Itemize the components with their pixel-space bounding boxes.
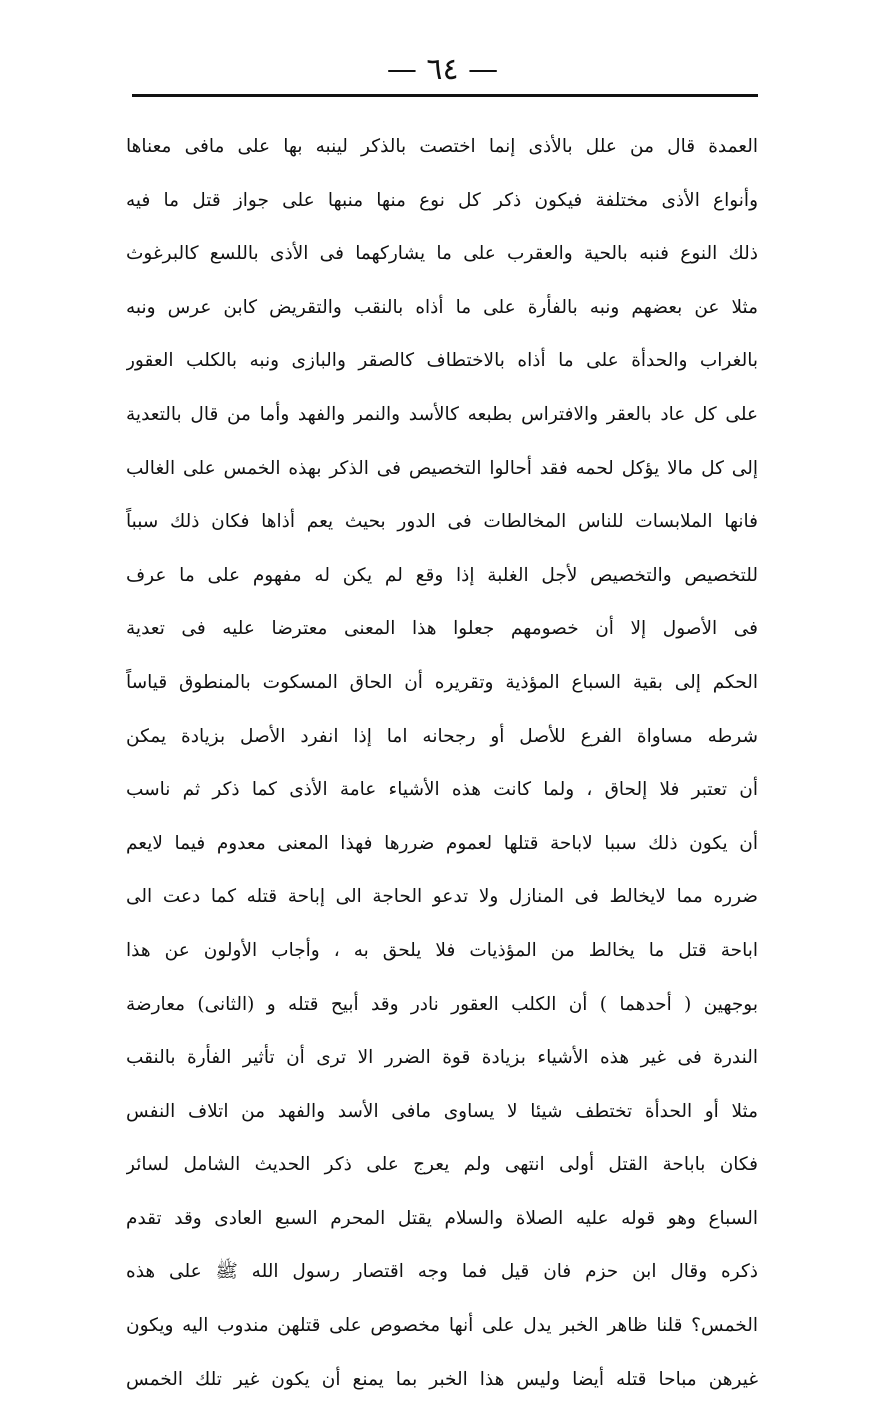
text-line: بالغراب والحدأة على ما أذاه بالاختطاف كالصقر والبازى ونبه بالكلب العقور bbox=[126, 350, 758, 372]
text-line: للتخصيص والتخصيص لأجل الغلبة إذا وقع لم يكن له مفهوم على ما عرف bbox=[126, 564, 758, 586]
text-line: ضرره مما لايخالط فى المنازل ولا تدعو الحاجة الى إباحة قتله كما دعت الى bbox=[126, 886, 758, 908]
page-number: — ٦٤ — bbox=[386, 52, 499, 87]
text-line: مثلا عن بعضهم ونبه بالفأرة على ما أذاه بالنقب والتقريض كابن عرس ونبه bbox=[126, 296, 758, 318]
text-line: شرطه مساواة الفرع للأصل أو رجحانه اما إذا انفرد الأصل بزيادة يمكن bbox=[126, 725, 758, 747]
text-line: الندرة فى غير هذه الأشياء بزيادة قوة الضرر الا ترى أن تأثير الفأرة بالنقب bbox=[126, 1047, 758, 1069]
body-text bbox=[126, 120, 758, 1406]
text-line: ذكره وقال ابن حزم فان قيل فما وجه اقتصار رسول الله ﷺ على هذه bbox=[126, 1261, 758, 1283]
text-line: وأنواع الأذى مختلفة فيكون ذكر كل نوع منها منبها على جواز قتل ما فيه bbox=[126, 189, 758, 211]
text-line: على كل عاد بالعقر والافتراس بطبعه كالأسد والنمر والفهد وأما من قال بالتعدية bbox=[126, 403, 758, 425]
text-line: فى الأصول إلا أن خصومهم جعلوا هذا المعنى معترضا عليه فى تعدية bbox=[126, 618, 758, 640]
text-line: الحكم إلى بقية السباع المؤذية وتقريره أن الحاق المسكوت بالمنطوق قياساً bbox=[126, 671, 758, 693]
text-line: مثلا أو الحدأة تختطف شيئا لا يساوى مافى الأسد والفهد من اتلاف النفس bbox=[126, 1100, 758, 1122]
text-line: ذلك النوع فنبه بالحية والعقرب على ما يشاركهما فى الأذى باللسع كالبرغوث bbox=[126, 243, 758, 265]
text-line: غيرهن مباحا قتله أيضا وليس هذا الخبر بما يمنع أن يكون غير تلك الخمس bbox=[126, 1368, 758, 1390]
header-rule bbox=[132, 94, 758, 97]
text-line: فانها الملابسات للناس المخالطات فى الدور بحيث يعم أذاها فكان ذلك سبباً bbox=[126, 511, 758, 533]
text-line: أن يكون ذلك سببا لاباحة قتلها لعموم ضررها فهذا المعنى معدوم فيما لايعم bbox=[126, 832, 758, 854]
text-line: إلى كل مالا يؤكل لحمه فقد أحالوا التخصيص فى الذكر بهذه الخمس على الغالب bbox=[126, 457, 758, 479]
text-line: الخمس؟ قلنا ظاهر الخبر يدل على أنها مخصوص على قتلهن مندوب اليه ويكون bbox=[126, 1315, 758, 1337]
text-line: العمدة قال من علل بالأذى إنما اختصت بالذكر لينبه بها على مافى معناها bbox=[126, 136, 758, 157]
text-line: اباحة قتل ما يخالط من المؤذيات فلا يلحق به ، وأجاب الأولون عن هذا bbox=[126, 939, 758, 961]
text-line: بوجهين ( أحدهما ) أن الكلب العقور نادر وقد أبيح قتله و (الثانى) معارضة bbox=[126, 993, 758, 1015]
text-line: السباع وهو قوله عليه الصلاة والسلام يقتل المحرم السبع العادى وقد تقدم bbox=[126, 1207, 758, 1229]
text-line: فكان باباحة القتل أولى انتهى ولم يعرج على ذكر الحديث الشامل لسائر bbox=[126, 1154, 758, 1176]
text-line: أن تعتبر فلا إلحاق ، ولما كانت هذه الأشياء عامة الأذى كما ذكر ثم ناسب bbox=[126, 779, 758, 801]
